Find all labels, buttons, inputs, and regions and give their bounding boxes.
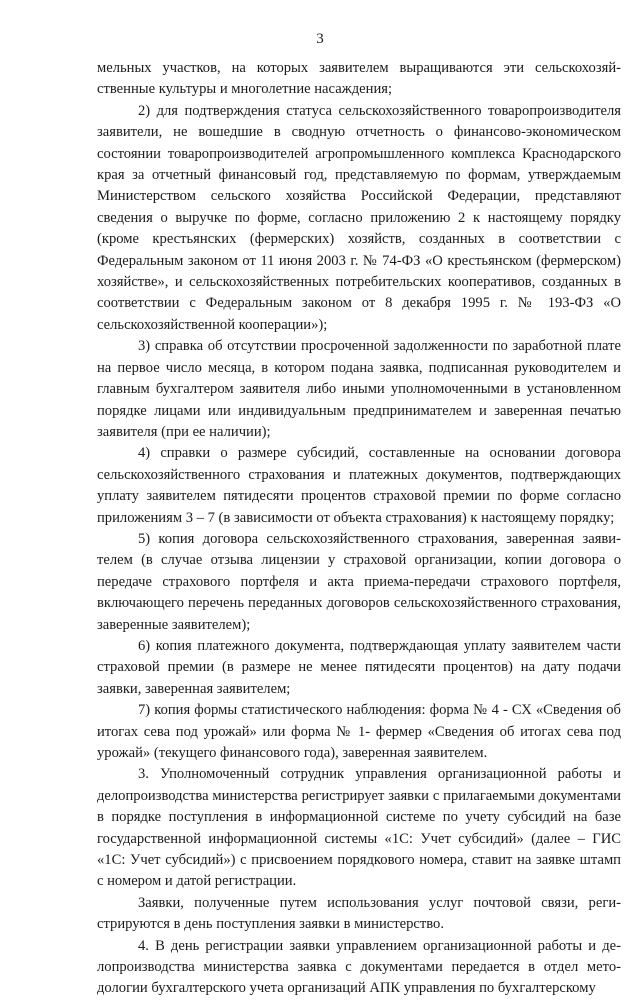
paragraph-item-5: 5) копия договора сельскохозяйственного страхования, заверенная заявителем (в случае отзыва лицензии у страховой организации, копии договора о передаче страхового портфеля и акта приема-передачи страхового портфеля, включающего перечень переданных договоров сельскохозяйственного страхования, заверенные заявителем); — [97, 530, 621, 633]
document-body — [97, 58, 621, 1000]
page-number: 3 — [316, 31, 324, 47]
paragraph-section-4: 4. В день регистрации заявки управлением организационной работы и делопроизводства министерства заявка с документами передается в отдел методологии бухгалтерского учета организаций АПК управления по бухгалтерскому — [97, 937, 621, 997]
paragraph-item-2: 2) для подтверждения статуса сельскохозяйственного товаропроизводителя заявители, не вошедшие в сводную отчетность о финансово-экономическом состоянии товаропроизводителей агропромышленного комплекса Краснодарского края за отчетный финансовый год, представляемую по формам, утверждаемым Министерством сельского хозяйства Российской Федерации, представляют сведения о выручке по форме, согласно приложению 2 к настоящему порядку (кроме крестьянских (фермерских) хозяйств, созданных в соответствии с Федеральным законом от 11 июня 2003 г. № 74-ФЗ «О крестьянском (фермерском) хозяйстве», и сельскохозяйственных потребительских кооперативов, созданных в соответствии с Федеральным законом от 8 декабря 1995 г. № 193-ФЗ «О сельскохозяйственной кооперации»); — [97, 102, 621, 333]
paragraph-item-6: 6) копия платежного документа, подтверждающая уплату заявителем части страховой премии (в размере не менее пятидесяти процентов) на дату подачи заявки, заверенная заявителем; — [97, 637, 621, 697]
paragraph-item-4: 4) справки о размере субсидий, составленные на основании договора сельскохозяйственного страхования и платежных документов, подтверждающих уплату заявителем пятидесяти процентов страховой премии по форме согласно приложениям 3 – 7 (в зависимости от объекта страхования) к настоящему порядку; — [97, 445, 621, 526]
paragraph-continuation: мельных участков, на которых заявителем выращиваются эти сельскохозяйственные культуры и многолетние насаждения; — [97, 60, 621, 98]
paragraph-section-3: 3. Уполномоченный сотрудник управления организационной работы и делопроизводства министерства регистрирует заявки с прилагаемыми документами в порядке поступления в информационной системе по учету субсидий на базе государственной информационной системы «1С: Учет субсидий» (далее – ГИС «1С: Учет субсидий») с присвоением порядкового номера, ставит на заявке штамп с номером и датой регистрации. — [97, 766, 621, 890]
paragraph-item-3: 3) справка об отсутствии просроченной задолженности по заработной плате на первое число месяца, в котором подана заявка, подписанная руководителем и главным бухгалтером заявителя либо иными уполномоченными в установленном порядке лицами или индивидуальным предпринимателем и заверенная печатью заявителя (при ее наличии); — [97, 338, 621, 440]
paragraph-item-7: 7) копия формы статистического наблюдения: форма № 4 - СХ «Сведения об итогах сева под урожай» или форма № 1- фермер «Сведения об итогах сева под урожай» (текущего финансового года), заверенная заявителем. — [97, 702, 621, 761]
paragraph-postal-applications: Заявки, полученные путем использования услуг почтовой связи, регистрируются в день поступления заявки в министерство. — [97, 894, 621, 933]
